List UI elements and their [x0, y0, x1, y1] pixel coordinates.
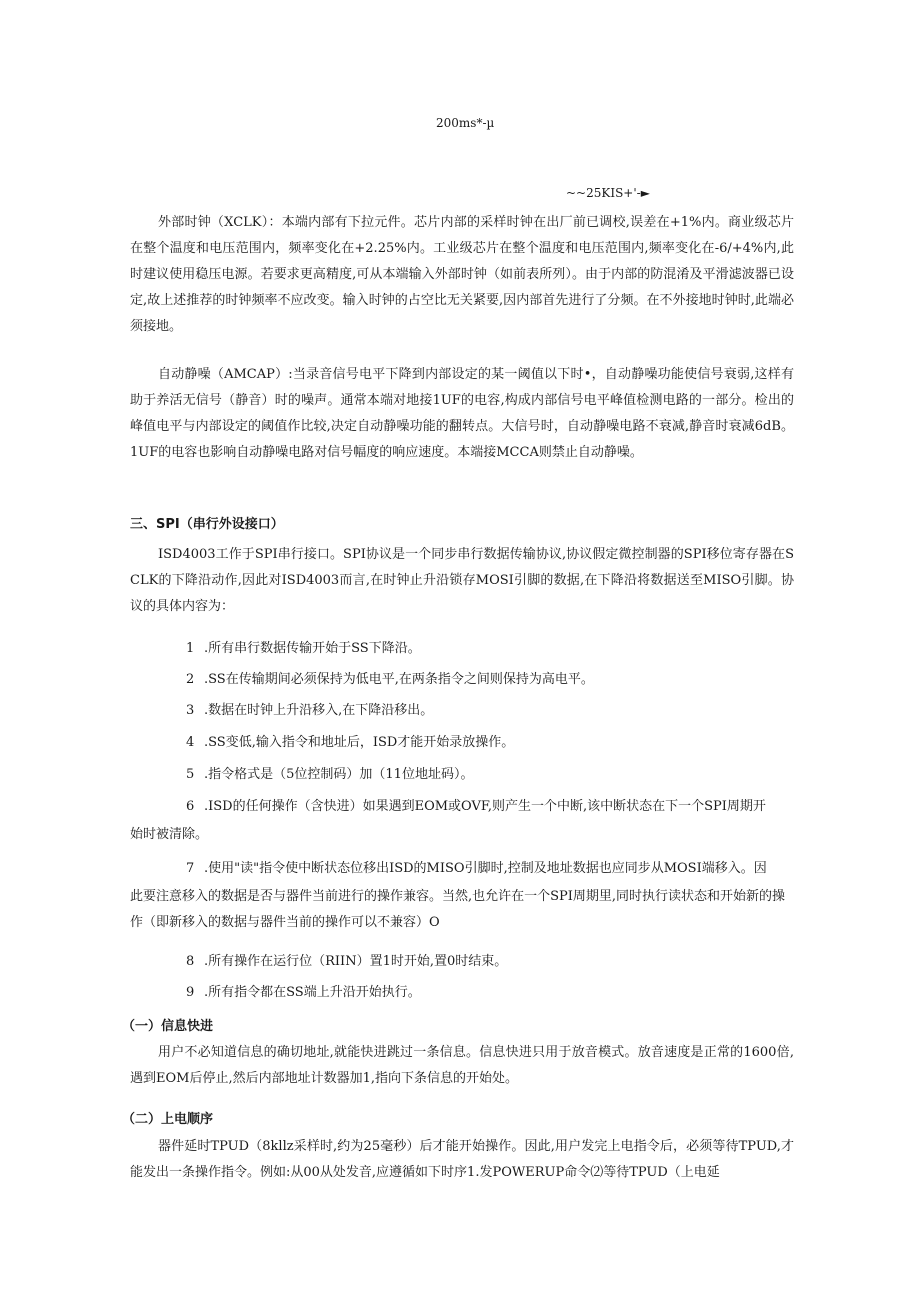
list-item	[186, 791, 794, 822]
paragraph-amcap: 自动静噪（AMCAP）:当录音信号电平下降到内部设定的某一阈值以下时•，自动静噪功能使信号衰弱,这样有助于养活无信号（静音）时的噪声。通常本端对地接1UF的电容,构成内部信号电平峰值检测电路的一部分。检出的峰值电平与内部设定的阈值作比较,决定自动静噪功能的翻转点。大信号时，自动静噪电路不衰减,静音时衰减6dB。1UF的电容也影响自动静噪电路对信号幅度的响应速度。本端接MCCA则禁止自动静噪。	[130, 367, 794, 460]
list-item	[186, 759, 794, 790]
list-item-text: .指令格式是（5位控制码）加（11位地址码）。	[204, 767, 474, 782]
paragraph-fast-forward: 用户不必知道信息的确切地址,就能快进跳过一条信息。信息快进只用于放音模式。放音速度是正常的1600倍,遇到EOM后停止,然后内部地址计数器加1,指向下条信息的开始处。	[130, 1045, 794, 1086]
section-heading-spi: 三、SPI（串行外设接口）	[130, 517, 284, 532]
figure-label-bottom: ~~25KIS+'-►	[566, 186, 650, 200]
list-item-number: 2	[186, 672, 195, 687]
list-item	[186, 853, 794, 884]
list-item-text: .所有串行数据传输开始于SS下降沿。	[204, 641, 421, 656]
list-item	[186, 977, 794, 1008]
paragraph-xclk: 外部时钟（XCLK）：本端内部有下拉元件。芯片内部的采样时钟在出厂前已调校,误差在+1%内。商业级芯片在整个温度和电压范围内，频率变化在+2.25%内。工业级芯片在整个温度和电压范围内,频率变化在-6/+4%内,此时建议使用稳压电源。若要求更高精度,可从本端输入外部时钟（如前表所列）。由于内部的防混淆及平滑滤波器已设定,故上述推荐的时钟频率不应改变。输入时钟的占空比无关紧要,因内部首先进行了分频。在不外接地时钟时,此端必须接地。	[130, 215, 794, 334]
list-item-continuation: 此要注意移入的数据是否与器件当前进行的操作兼容。当然,也允许在一个SPI周期里,同时执行读状态和开始新的操作（即新移入的数据与器件当前的操作可以不兼容）O	[130, 889, 786, 930]
section-heading-power-up: （二）上电顺序	[122, 1112, 214, 1127]
list-item-text: .ISD的任何操作（含快进）如果遇到EOM或OVF,则产生一个中断,该中断状态在下一个SPI周期开	[204, 799, 766, 814]
list-item-text: .所有指令都在SS端上升沿开始执行。	[204, 985, 421, 1000]
list-item-text: .数据在时钟上升沿移入,在下降沿移出。	[204, 703, 434, 718]
paragraph-power-up: 器件延时TPUD（8kllz采样时,约为25毫秒）后才能开始操作。因此,用户发完上电指令后，必须等待TPUD,才能发出一条操作指令。例如:从00从处发音,应遵循如下时序1.发POWERUP命令⑵等待TPUD（上电延	[130, 1139, 794, 1180]
list-item	[186, 727, 794, 758]
list-item-number: 6	[186, 799, 195, 814]
list-item-number: 7	[186, 861, 195, 876]
section-heading-fast-forward: （一）信息快进	[122, 1019, 214, 1034]
paragraph-spi-intro: ISD4003工作于SPI串行接口。SPI协议是一个同步串行数据传输协议,协议假定微控制器的SPI移位寄存器在SCLK的下降沿动作,因此对ISD4003而言,在时钟止升沿锁存MOSI引脚的数据,在下降沿将数据送至MISO引脚。协议的具体内容为：	[130, 547, 794, 614]
list-item-text: .所有操作在运行位（RIIN）置1时开始,置0时结束。	[204, 954, 508, 969]
list-item-continuation: 始时被清除。	[130, 827, 209, 842]
list-item	[186, 695, 794, 726]
list-item	[186, 946, 794, 977]
list-item-number: 5	[186, 767, 195, 782]
list-item-text: .SS在传输期间必须保持为低电平,在两条指令之间则保持为高电平。	[204, 672, 594, 687]
list-item-text: .SS变低,输入指令和地址后，ISD才能开始录放操作。	[204, 735, 515, 750]
list-item-text: .使用"读"指令使中断状态位移出ISD的MISO引脚时,控制及地址数据也应同步从MOSI端移入。因	[204, 861, 767, 876]
figure-label-top: 200ms*-µ	[436, 116, 495, 130]
list-item-number: 4	[186, 735, 195, 750]
list-item-number: 3	[186, 703, 195, 718]
list-item-number: 9	[186, 985, 195, 1000]
list-item	[186, 633, 794, 664]
list-item-number: 1	[186, 641, 195, 656]
list-item-number: 8	[186, 954, 195, 969]
list-item	[186, 664, 794, 695]
